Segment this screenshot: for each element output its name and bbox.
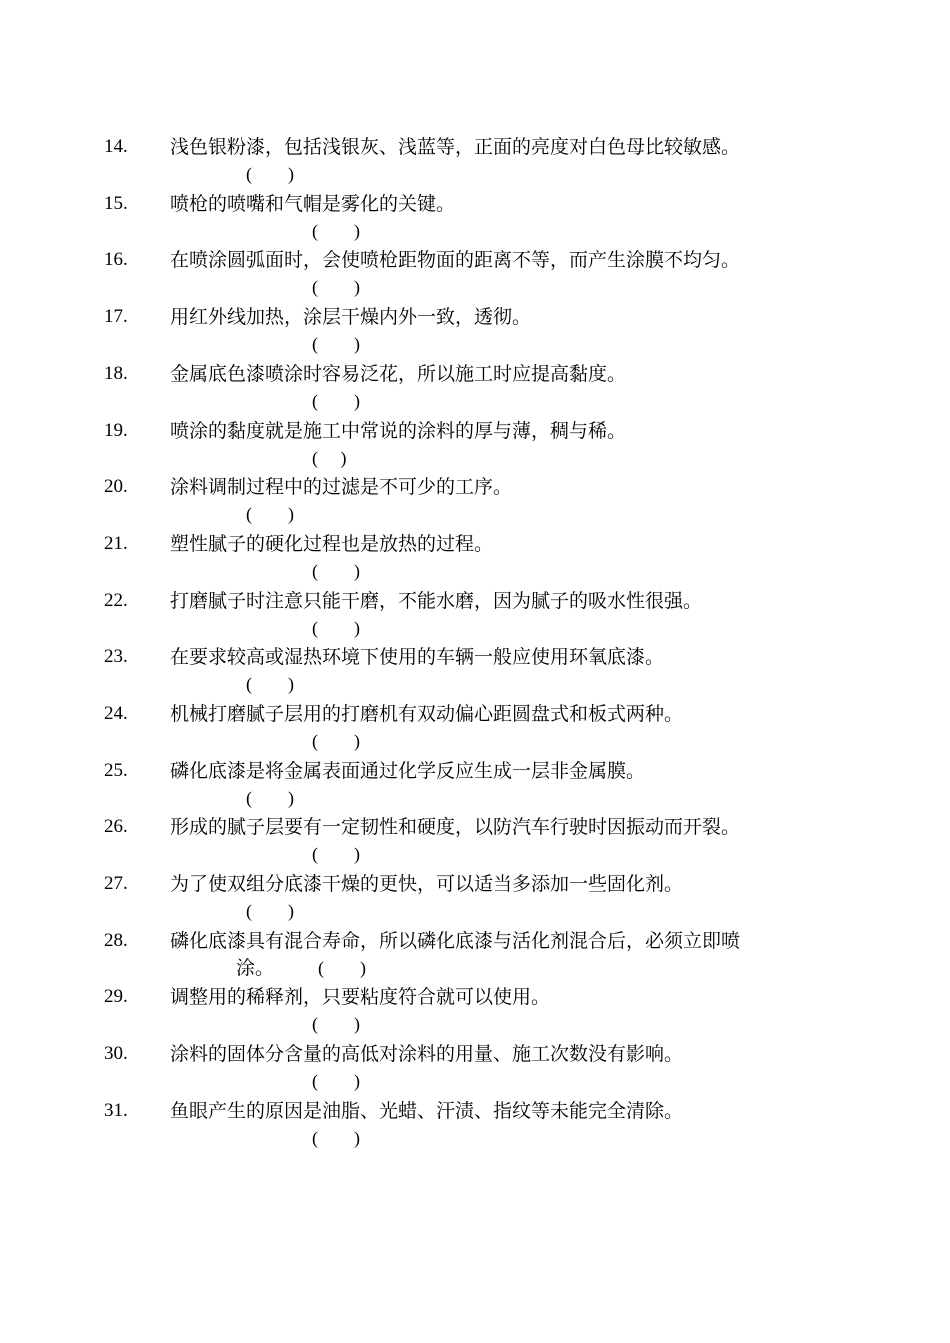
question-number: 26. — [104, 816, 128, 837]
question-item — [0, 758, 950, 815]
question-item — [0, 531, 950, 588]
question-item — [0, 474, 950, 531]
question-item — [0, 1098, 950, 1155]
question-text: 涂料调制过程中的过滤是不可少的工序。 — [170, 476, 513, 498]
question-number: 17. — [104, 306, 128, 327]
question-item — [0, 644, 950, 701]
question-number: 24. — [104, 703, 128, 724]
question-item — [0, 418, 950, 475]
question-item — [0, 304, 950, 361]
question-item — [0, 588, 950, 645]
question-text: 打磨腻子时注意只能干磨，不能水磨，因为腻子的吸水性很强。 — [170, 590, 703, 612]
question-number: 23. — [104, 646, 128, 667]
question-text: 磷化底漆是将金属表面通过化学反应生成一层非金属膜。 — [170, 760, 646, 782]
question-number: 30. — [104, 1043, 128, 1064]
question-item — [0, 247, 950, 304]
answer-bracket[interactable]: ( ) — [318, 958, 366, 978]
question-text: 为了使双组分底漆干燥的更快，可以适当多添加一些固化剂。 — [170, 873, 684, 895]
question-text: 在喷涂圆弧面时，会使喷枪距物面的距离不等，而产生涂膜不均匀。 — [170, 249, 741, 271]
answer-bracket[interactable]: ( ) — [312, 277, 360, 297]
question-text: 磷化底漆具有混合寿命，所以磷化底漆与活化剂混合后，必须立即喷 — [170, 930, 741, 952]
question-text: 塑性腻子的硬化过程也是放热的过程。 — [170, 533, 494, 555]
question-number: 14. — [104, 136, 128, 157]
question-number: 15. — [104, 193, 128, 214]
answer-bracket[interactable]: ( ) — [312, 391, 360, 411]
question-text: 喷涂的黏度就是施工中常说的涂料的厚与薄，稠与稀。 — [170, 420, 627, 442]
question-item — [0, 928, 950, 985]
question-item — [0, 984, 950, 1041]
question-text: 金属底色漆喷涂时容易泛花，所以施工时应提高黏度。 — [170, 363, 627, 385]
answer-bracket[interactable]: ( ) — [312, 448, 347, 468]
question-text: 机械打磨腻子层用的打磨机有双动偏心距圆盘式和板式两种。 — [170, 703, 684, 725]
question-number: 28. — [104, 930, 128, 951]
question-text: 用红外线加热，涂层干燥内外一致，透彻。 — [170, 306, 532, 328]
answer-bracket[interactable]: ( ) — [246, 674, 294, 694]
answer-bracket[interactable]: ( ) — [312, 1014, 360, 1034]
answer-bracket[interactable]: ( ) — [312, 221, 360, 241]
question-number: 31. — [104, 1100, 128, 1121]
question-number: 25. — [104, 760, 128, 781]
question-number: 20. — [104, 476, 128, 497]
question-number: 27. — [104, 873, 128, 894]
answer-bracket[interactable]: ( ) — [246, 788, 294, 808]
question-item — [0, 871, 950, 928]
answer-bracket[interactable]: ( ) — [246, 504, 294, 524]
question-text-continuation: 涂。 — [236, 957, 275, 979]
question-number: 18. — [104, 363, 128, 384]
question-text: 浅色银粉漆，包括浅银灰、浅蓝等，正面的亮度对白色母比较敏感。 — [170, 136, 741, 158]
question-text: 调整用的稀释剂，只要粘度符合就可以使用。 — [170, 986, 551, 1008]
answer-bracket[interactable]: ( ) — [312, 334, 360, 354]
answer-bracket[interactable]: ( ) — [312, 1071, 360, 1091]
answer-bracket[interactable]: ( ) — [246, 164, 294, 184]
question-text: 涂料的固体分含量的高低对涂料的用量、施工次数没有影响。 — [170, 1043, 684, 1065]
question-text: 形成的腻子层要有一定韧性和硬度，以防汽车行驶时因振动而开裂。 — [170, 816, 741, 838]
question-item — [0, 701, 950, 758]
question-number: 21. — [104, 533, 128, 554]
question-item — [0, 191, 950, 248]
answer-bracket[interactable]: ( ) — [246, 901, 294, 921]
answer-bracket[interactable]: ( ) — [312, 561, 360, 581]
question-item — [0, 1041, 950, 1098]
question-number: 16. — [104, 249, 128, 270]
answer-bracket[interactable]: ( ) — [312, 844, 360, 864]
question-item — [0, 361, 950, 418]
question-text: 在要求较高或湿热环境下使用的车辆一般应使用环氧底漆。 — [170, 646, 665, 668]
question-number: 29. — [104, 986, 128, 1007]
question-number: 19. — [104, 420, 128, 441]
question-text: 鱼眼产生的原因是油脂、光蜡、汗渍、指纹等未能完全清除。 — [170, 1100, 684, 1122]
answer-bracket[interactable]: ( ) — [312, 731, 360, 751]
answer-bracket[interactable]: ( ) — [312, 1128, 360, 1148]
question-item — [0, 814, 950, 871]
question-item — [0, 134, 950, 191]
answer-bracket[interactable]: ( ) — [312, 618, 360, 638]
question-number: 22. — [104, 590, 128, 611]
question-text: 喷枪的喷嘴和气帽是雾化的关键。 — [170, 193, 456, 215]
